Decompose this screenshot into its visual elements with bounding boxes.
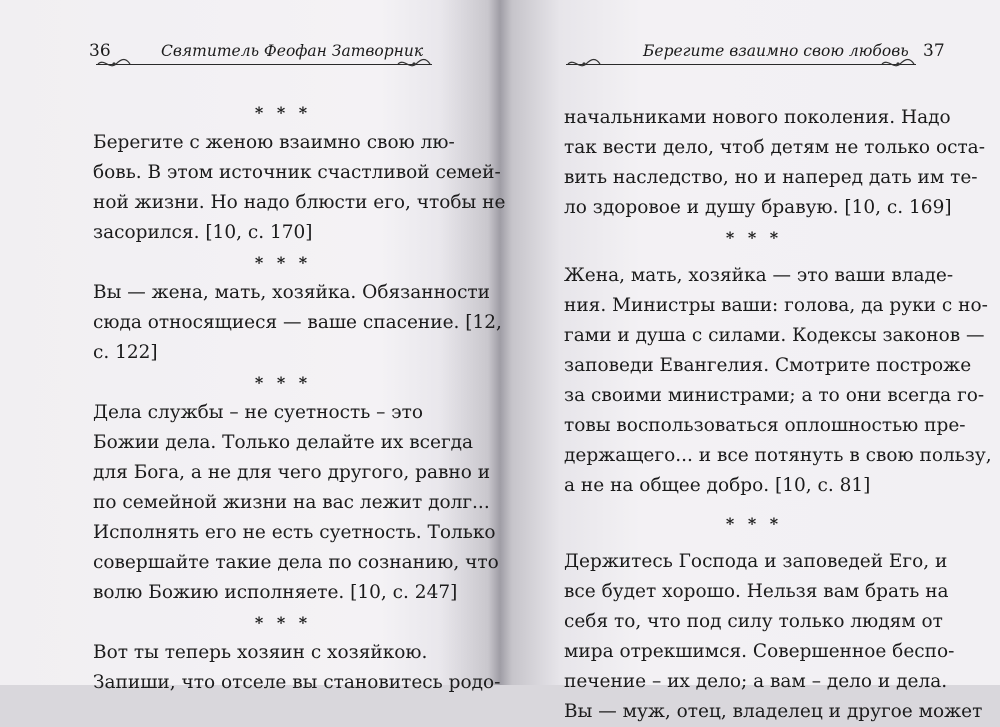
text-line: так вести дело, чтоб детям не только оста- <box>564 137 985 158</box>
text-line: с. 122] <box>93 342 158 363</box>
section-separator: * * * <box>254 373 312 392</box>
text-line: мира отрекшимся. Совершенное беспо- <box>564 641 955 662</box>
spacer <box>564 501 944 509</box>
spacer <box>564 539 944 547</box>
section-separator: * * * <box>725 514 783 533</box>
section-separator: * * * <box>254 613 312 632</box>
text-line: печение – их дело; а вам – дело и дела. <box>564 671 948 692</box>
text-line: Дела службы – не суетность – это <box>93 402 424 423</box>
ornament-flourish-icon <box>396 57 432 71</box>
text-line: себя то, что под силу только людям от <box>564 611 943 632</box>
text-line: ло здоровое и душу бравую. [10, с. 169] <box>564 197 952 218</box>
text-line: для Бога, а не для чего другого, равно и <box>93 462 491 483</box>
text-line: а не на общее добро. [10, с. 81] <box>564 475 871 496</box>
header-rule <box>566 64 916 65</box>
ornament-flourish-icon <box>566 57 602 71</box>
text-line: сюда относящиеся — ваше спасение. [12, <box>93 312 502 333</box>
text-line: Жена, мать, хозяйка — это ваши владе- <box>564 265 954 286</box>
text-line: гами и душа с силами. Кодексы законов — <box>564 325 985 346</box>
text-line: Запиши, что отселе вы становитесь родо- <box>93 672 501 693</box>
text-line: товы воспользоваться оплошностью пре- <box>564 415 966 436</box>
running-title: Берегите взаимно свою любовь <box>643 42 909 60</box>
left-body-text <box>93 98 506 698</box>
text-line: Вот ты теперь хозяин с хозяйкою. <box>93 642 428 663</box>
text-line: совершайте такие дела по сознанию, что <box>93 552 499 573</box>
spacer <box>564 253 944 261</box>
text-line: за своими министрами; а то они всегда го- <box>564 385 985 406</box>
running-title: Святитель Феофан Затворник <box>161 42 424 60</box>
text-line: Исполнять его не есть суетность. Только <box>93 522 496 543</box>
text-line: бовь. В этом источник счастливой семей- <box>93 162 501 183</box>
text-line: Берегите с женою взаимно свою лю- <box>93 132 455 153</box>
text-line: Вы — муж, отец, владелец и другое может <box>564 701 983 722</box>
section-separator: * * * <box>725 228 783 247</box>
section-separator: * * * <box>254 253 312 272</box>
text-line: по семейной жизни на вас лежит долг... <box>93 492 490 513</box>
text-line: начальниками нового поколения. Надо <box>564 107 951 128</box>
header-rule <box>96 64 432 65</box>
section-separator: * * * <box>254 103 312 122</box>
text-line: Вы — жена, мать, хозяйка. Обязанности <box>93 282 490 303</box>
text-line: вить наследство, но и наперед дать им те- <box>564 167 978 188</box>
text-line: заповеди Евангелия. Смотрите построже <box>564 355 972 376</box>
right-page <box>500 0 1000 722</box>
ornament-flourish-icon <box>880 57 916 71</box>
text-line: все будет хорошо. Нельзя вам брать на <box>564 581 949 602</box>
right-body-text <box>564 103 992 727</box>
ornament-flourish-icon <box>96 57 132 71</box>
text-line: ния. Министры ваши: голова, да руки с но- <box>564 295 988 316</box>
text-line: держащего... и все потянуть в свою пользу, <box>564 445 992 466</box>
left-page <box>0 0 506 693</box>
page-number: 37 <box>923 41 945 61</box>
text-line: волю Божию исполняете. [10, с. 247] <box>93 582 458 603</box>
text-line: Держитесь Господа и заповедей Его, и <box>564 551 948 572</box>
text-line: засорился. [10, с. 170] <box>93 222 313 243</box>
text-line: ной жизни. Но надо блюсти его, чтобы не <box>93 192 506 213</box>
text-line: Божии дела. Только делайте их всегда <box>93 432 474 453</box>
page-number: 36 <box>89 41 111 61</box>
